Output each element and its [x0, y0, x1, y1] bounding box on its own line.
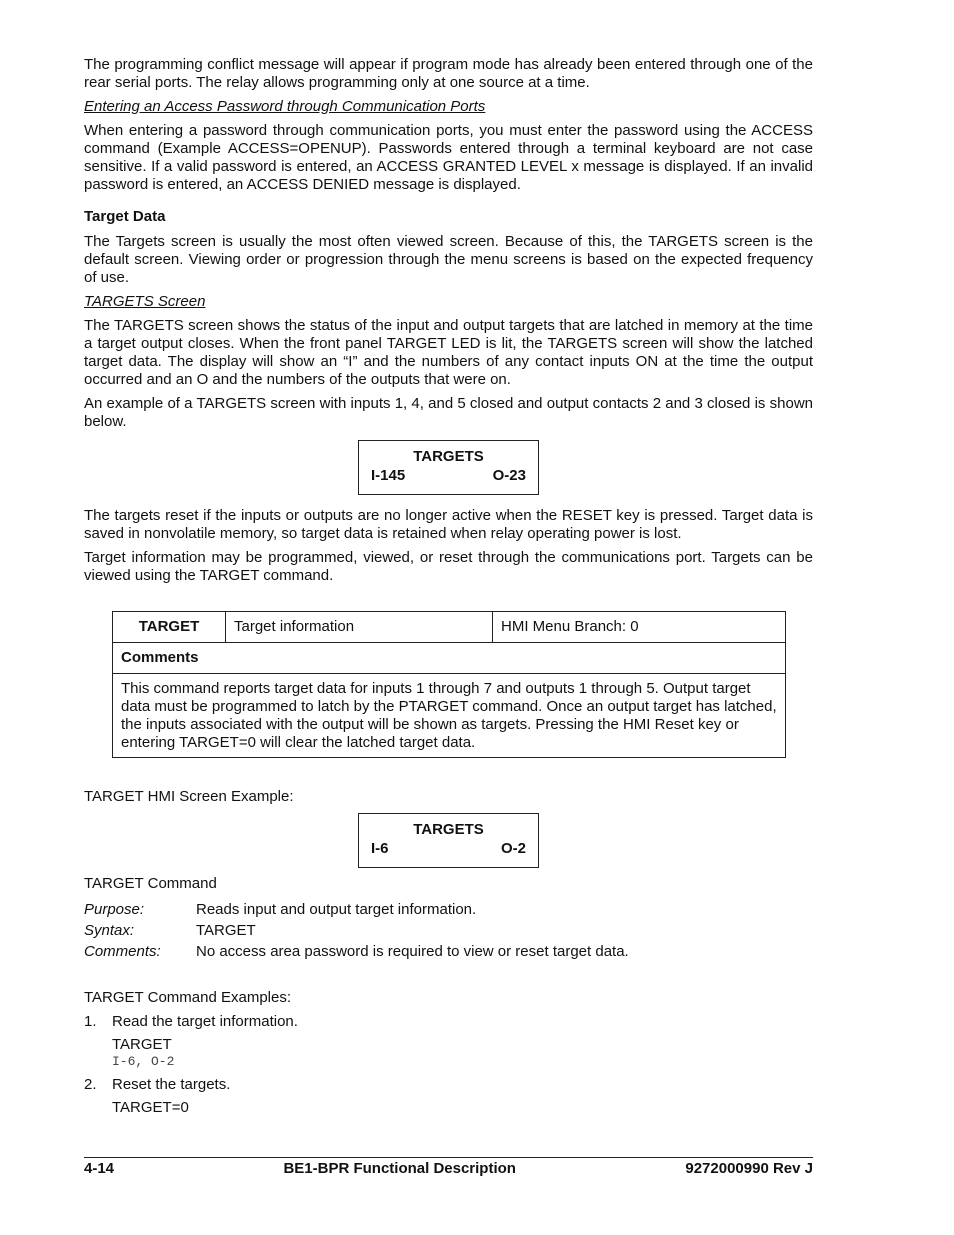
hmi-inputs: I-145 [371, 467, 406, 484]
subheading-access-password: Entering an Access Password through Communication Ports [84, 98, 486, 115]
paragraph-targets-comm: Target information may be programmed, viewed, or reset through the communications port. Targets can be viewed using the TARGET command. [84, 549, 813, 584]
hmi-outputs: O-2 [500, 840, 526, 857]
example-output: I-6, O-2 [112, 1054, 175, 1069]
hmi-display-example-1 [358, 440, 539, 495]
document-body [84, 56, 813, 1117]
example-item-2 [84, 1076, 813, 1094]
hmi-title: TARGETS [413, 448, 484, 465]
purpose-row [84, 899, 813, 920]
hmi-example-label: TARGET HMI Screen Example: [84, 788, 294, 805]
footer-title: BE1-BPR Functional Description [283, 1160, 516, 1177]
example-number: 1. [84, 1013, 97, 1030]
command-table [112, 611, 786, 758]
page-number: 4-14 [84, 1160, 115, 1177]
purpose-value: Reads input and output target information. [196, 901, 477, 918]
paragraph-programming-conflict: The programming conflict message will appear if program mode has already been entered through one of the rear serial ports. The relay allows programming only at one source at a time. [84, 56, 813, 91]
example-text: Reset the targets. [112, 1076, 231, 1093]
comments-text: This command reports target data for inputs 1 through 7 and outputs 1 through 5. Output target data must be programmed to latch by the PTARGET command. Once an output target has latched, the inputs associated with the output will be shown as targets. Pressing the HMI Reset key or entering TARGET=0 will clear the latched target data. [113, 674, 786, 758]
comments-value: No access area password is required to view or reset target data. [196, 943, 629, 960]
syntax-value: TARGET [196, 922, 256, 939]
subheading-targets-screen: TARGETS Screen [84, 293, 206, 310]
syntax-row [84, 920, 813, 941]
example-command: TARGET [112, 1036, 172, 1053]
hmi-outputs: O-23 [492, 467, 526, 484]
hmi-display-example-2 [358, 813, 539, 868]
examples-title: TARGET Command Examples: [84, 989, 292, 1006]
paragraph-targets-reset: The targets reset if the inputs or outputs are no longer active when the RESET key is pressed. Target data is saved in nonvolatile memory, so target data is retained when relay operating power is lost. [84, 507, 813, 542]
example-number: 2. [84, 1076, 97, 1093]
example-item-1 [84, 1013, 813, 1031]
paragraph-targets-example-intro: An example of a TARGETS screen with inputs 1, 4, and 5 closed and output contacts 2 and 3 closed is shown below. [84, 395, 813, 430]
hmi-inputs: I-6 [371, 840, 389, 857]
purpose-label: Purpose: [84, 901, 145, 918]
comments-label: Comments [113, 643, 786, 674]
footer-divider [84, 1157, 813, 1158]
paragraph-targets-screen: The TARGETS screen shows the status of the input and output targets that are latched in memory at the time a target output closes. When the front panel TARGET LED is lit, the TARGETS screen will show the latched target data. The display will show an “I” and the numbers of any contact inputs ON at the time the output occurred and an O and the numbers of the outputs that were on. [84, 317, 813, 388]
example-command: TARGET=0 [112, 1099, 189, 1116]
command-name: TARGET [113, 612, 226, 643]
comments-row [84, 941, 813, 962]
command-section-title: TARGET Command [84, 875, 217, 892]
paragraph-access-password: When entering a password through communication ports, you must enter the password using the ACCESS command (Example ACCESS=OPENUP). Passwords entered through a terminal keyboard are not case sensitive. If a valid password is entered, an ACCESS GRANTED LEVEL x message is displayed. If an invalid password is entered, an ACCESS DENIED message is displayed. [84, 122, 813, 193]
document-number: 9272000990 Rev J [685, 1160, 813, 1177]
comments-label: Comments: [84, 943, 161, 960]
command-description: Target information [226, 612, 493, 643]
heading-target-data: Target Data [84, 208, 166, 225]
syntax-label: Syntax: [84, 922, 135, 939]
page-footer [84, 1160, 813, 1178]
command-menu-branch: HMI Menu Branch: 0 [493, 612, 786, 643]
paragraph-targets-default: The Targets screen is usually the most often viewed screen. Because of this, the TARGETS screen is the default screen. Viewing order or progression through the menu screens is based on the expected frequency of use. [84, 233, 813, 286]
example-text: Read the target information. [112, 1013, 298, 1030]
hmi-title: TARGETS [413, 821, 484, 838]
